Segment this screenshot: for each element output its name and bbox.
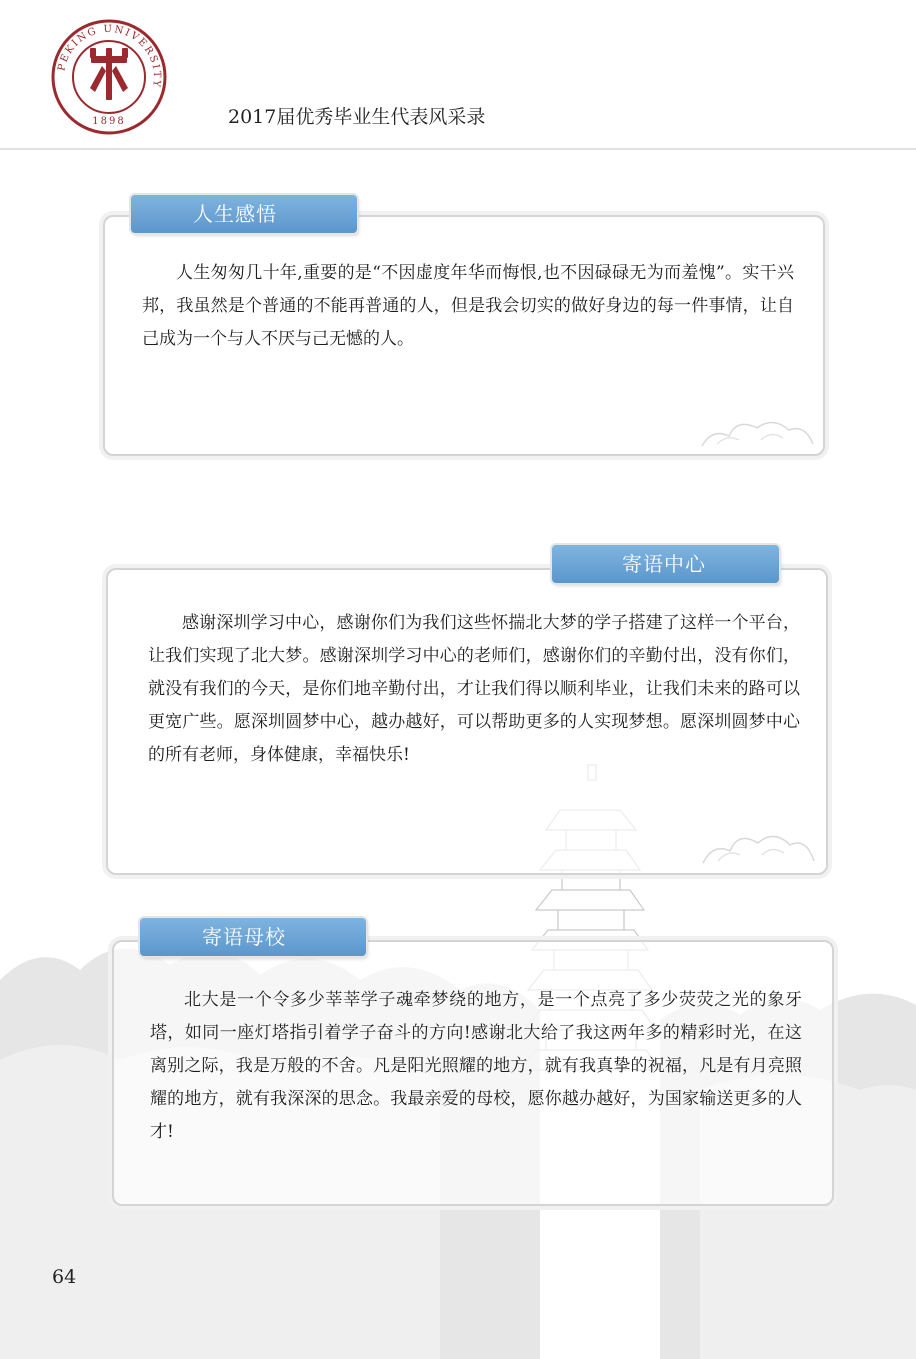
- cloud-ornament-icon: [698, 827, 818, 867]
- section-text-life-insight: 人生匆匆几十年,重要的是“不因虚度年华而悔恨,也不因碌碌无为而羞愧”。实干兴邦，我虽然是个普通的不能再普通的人，但是我会切实的做好身边的每一件事情，让自己成为一个与人不厌与己无憾的人。: [142, 263, 794, 349]
- section-tag-message-to-alma-mater: 寄语母校: [140, 918, 366, 956]
- page-number: 64: [52, 1266, 77, 1288]
- section-tag-message-to-center: 寄语中心: [552, 545, 779, 583]
- logo-ring-text: PEKING UNIVERSITY: [56, 23, 163, 90]
- logo-year: 1898: [92, 116, 126, 127]
- peking-university-logo: [50, 18, 168, 136]
- section-text-message-to-center: 感谢深圳学习中心，感谢你们为我们这些怀揣北大梦的学子搭建了这样一个平台，让我们实现了北大梦。感谢深圳学习中心的老师们，感谢你们的辛勤付出，没有你们，就没有我们的今天，是你们地辛勤付出，才让我们得以顺利毕业，让我们未来的路可以更宽广些。愿深圳圆梦中心，越办越好，可以帮助更多的人实现梦想。愿深圳圆梦中心的所有老师，身体健康，幸福快乐!: [148, 613, 800, 765]
- header-title: 2017届优秀毕业生代表风采录: [228, 106, 486, 128]
- section-tag-life-insight: 人生感悟: [131, 195, 357, 233]
- header-divider: [0, 148, 916, 150]
- section-text-message-to-alma-mater: 北大是一个令多少莘莘学子魂牵梦绕的地方，是一个点亮了多少荧荧之光的象牙塔，如同一座灯塔指引着学子奋斗的方向!感谢北大给了我这两年多的精彩时光，在这离别之际，我是万般的不舍。凡是阳光照耀的地方，就有我真挚的祝福，凡是有月亮照耀的地方，就有我深深的思念。我最亲爱的母校，愿你越办越好，为国家输送更多的人才!: [150, 990, 802, 1142]
- cloud-ornament-icon: [697, 414, 817, 450]
